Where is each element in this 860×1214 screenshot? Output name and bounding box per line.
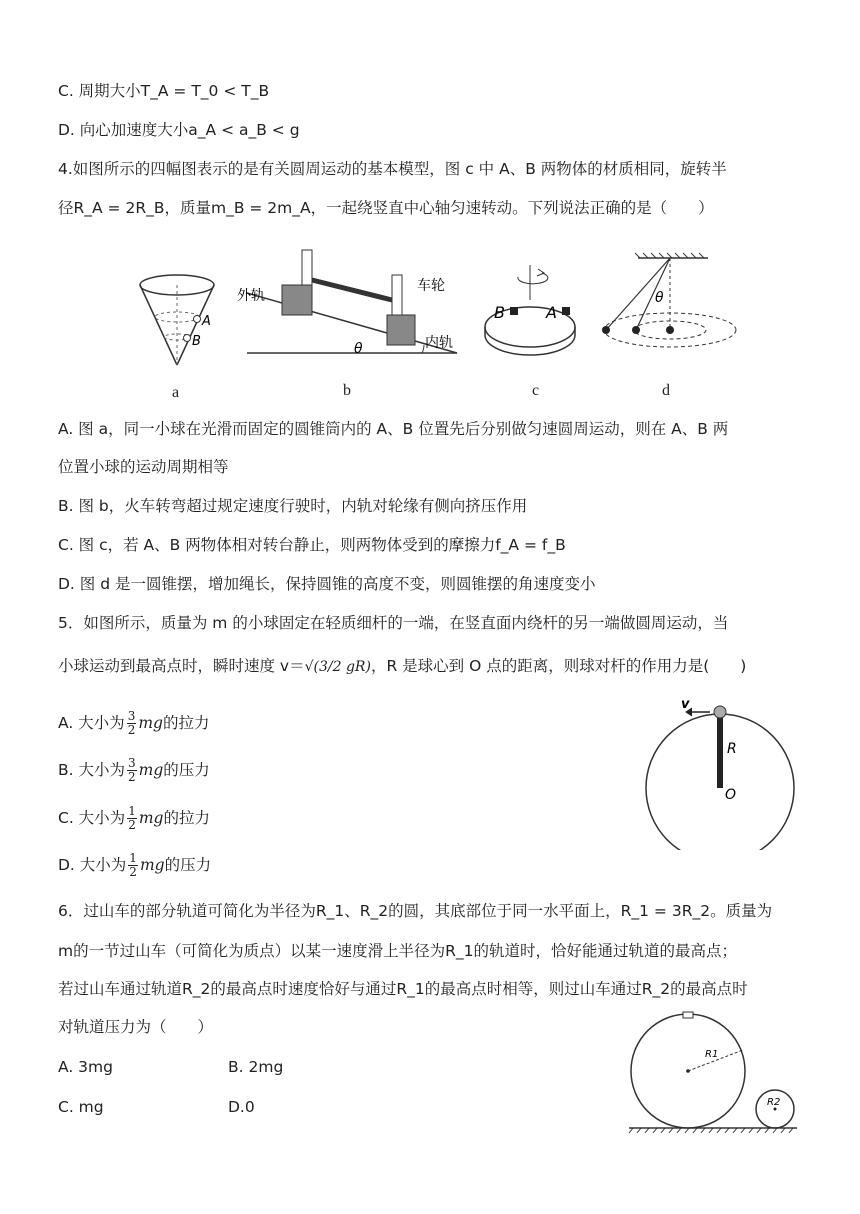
q4-option-b: B. 图 b，火车转弯超过规定速度行驶时，内轨对轮缘有侧向挤压作用 bbox=[58, 497, 528, 515]
figure-a-caption: a bbox=[172, 384, 180, 401]
q5-option-b-fraction bbox=[127, 757, 137, 784]
figure-c-label-b: B bbox=[494, 303, 505, 322]
figure-c-label-a: A bbox=[546, 303, 557, 322]
figure-b-label-inner: 内轨 bbox=[425, 335, 453, 351]
q6-figure-label-r1: R1 bbox=[705, 1049, 719, 1060]
q5-option-b-num: 3 bbox=[128, 756, 136, 770]
q6-figure-loops bbox=[625, 1010, 800, 1135]
figure-d-label-theta: θ bbox=[655, 290, 664, 306]
q5-figure-rod-circle bbox=[640, 695, 805, 850]
q5-stem-line2-after: ，R 是球心到 O 点的距离，则球对杆的作用力是( ) bbox=[370, 657, 747, 675]
q5-option-d-den: 2 bbox=[129, 865, 137, 879]
q5-velocity-formula: √(3/2 gR) bbox=[304, 659, 371, 675]
q4-stem-line2: 径R_A = 2R_B，质量m_B = 2m_A，一起绕竖直中心轴匀速转动。下列说法正确的是（ ） bbox=[58, 199, 714, 217]
q5-figure-label-o: O bbox=[725, 787, 737, 803]
q4-option-a-line2: 位置小球的运动周期相等 bbox=[58, 458, 229, 476]
q3-option-c: C. 周期大小T_A = T_0 < T_B bbox=[58, 82, 270, 100]
q4-stem-line1: 4.如图所示的四幅图表示的是有关圆周运动的基本模型，图 c 中 A、B 两物体的材质相同，旋转半 bbox=[58, 160, 727, 178]
q5-option-b-suffix: 的压力 bbox=[163, 761, 210, 779]
q5-option-c-den: 2 bbox=[128, 818, 136, 832]
figure-c-caption: c bbox=[532, 382, 540, 399]
figure-a-cone bbox=[135, 265, 220, 375]
q5-stem-line2 bbox=[58, 655, 746, 678]
q6-option-d: D.0 bbox=[228, 1098, 255, 1116]
q4-option-d: D. 图 d 是一圆锥摆，增加绳长，保持圆锥的高度不变，则圆锥摆的角速度变小 bbox=[58, 575, 596, 593]
q5-option-a-den: 2 bbox=[127, 723, 136, 737]
q5-option-d bbox=[58, 852, 211, 879]
figure-b-label-theta: θ bbox=[354, 341, 363, 357]
q5-option-d-mg: mg bbox=[139, 856, 165, 874]
q5-option-c-fraction bbox=[127, 805, 137, 832]
q5-option-c-num: 1 bbox=[128, 804, 136, 818]
q5-option-d-fraction bbox=[128, 852, 138, 879]
q5-option-a-fraction bbox=[127, 710, 137, 737]
figure-a-label-a: A bbox=[202, 314, 211, 329]
q6-option-a: A. 3mg bbox=[58, 1058, 113, 1076]
figure-c-turntable bbox=[480, 255, 595, 360]
q5-option-c-suffix: 的拉力 bbox=[163, 809, 210, 827]
figure-b-caption: b bbox=[343, 382, 351, 399]
figure-d-pendulum bbox=[598, 252, 743, 362]
figure-b-label-outer: 外轨 bbox=[237, 288, 265, 304]
q5-option-b bbox=[58, 757, 210, 784]
q3-option-d: D. 向心加速度大小a_A < a_B < g bbox=[58, 121, 300, 139]
q5-figure-label-v: v bbox=[681, 697, 690, 712]
q5-option-b-prefix: B. 大小为 bbox=[58, 761, 125, 779]
q5-option-c bbox=[58, 805, 210, 832]
q5-option-a bbox=[58, 710, 209, 737]
q4-option-c: C. 图 c，若 A、B 两物体相对转台静止，则两物体受到的摩擦力f_A = f_B bbox=[58, 536, 566, 554]
q5-option-b-den: 2 bbox=[128, 770, 136, 784]
q5-option-a-suffix: 的拉力 bbox=[162, 714, 210, 732]
q5-option-a-num: 3 bbox=[127, 709, 136, 723]
q5-option-a-mg: mg bbox=[138, 714, 163, 732]
q5-option-d-prefix: D. 大小为 bbox=[58, 856, 127, 874]
q5-stem-line1: 5．如图所示，质量为 m 的小球固定在轻质细杆的一端，在竖直面内绕杆的另一端做圆周运动，当 bbox=[58, 614, 729, 632]
q4-option-a-line1: A. 图 a，同一小球在光滑而固定的圆锥筒内的 A、B 位置先后分别做匀速圆周运动，则在 A、B 两 bbox=[58, 420, 729, 438]
figure-a-label-b: B bbox=[192, 334, 201, 349]
q5-option-c-prefix: C. 大小为 bbox=[58, 809, 126, 827]
q5-option-b-mg: mg bbox=[138, 761, 164, 779]
q6-stem-line2: m的一节过山车（可简化为质点）以某一速度滑上半径为R_1的轨道时，恰好能通过轨道的最高点； bbox=[58, 942, 737, 960]
q5-option-d-num: 1 bbox=[129, 851, 137, 865]
q6-figure-label-r2: R2 bbox=[767, 1097, 781, 1108]
q6-stem-line1: 6．过山车的部分轨道可简化为半径为R_1、R_2的圆，其底部位于同一水平面上，R_1 = 3R_2。质量为 bbox=[58, 902, 773, 920]
q5-option-d-suffix: 的压力 bbox=[164, 856, 212, 874]
q6-stem-line3: 若过山车通过轨道R_2的最高点时速度恰好与通过R_1的最高点时相等，则过山车通过R_2的最高点时 bbox=[58, 980, 748, 998]
q6-option-b: B. 2mg bbox=[228, 1058, 284, 1076]
q6-option-c: C. mg bbox=[58, 1098, 104, 1116]
q6-stem-line4: 对轨道压力为（ ） bbox=[58, 1018, 214, 1036]
figure-d-caption: d bbox=[662, 382, 670, 399]
figure-b-label-wheel: 车轮 bbox=[417, 278, 445, 294]
q5-option-c-mg: mg bbox=[138, 809, 164, 827]
figure-b-rails bbox=[232, 245, 462, 360]
q5-stem-line2-before: 小球运动到最高点时，瞬时速度 v＝ bbox=[58, 657, 305, 675]
q5-option-a-prefix: A. 大小为 bbox=[58, 714, 125, 732]
q5-figure-label-r: R bbox=[727, 741, 737, 757]
